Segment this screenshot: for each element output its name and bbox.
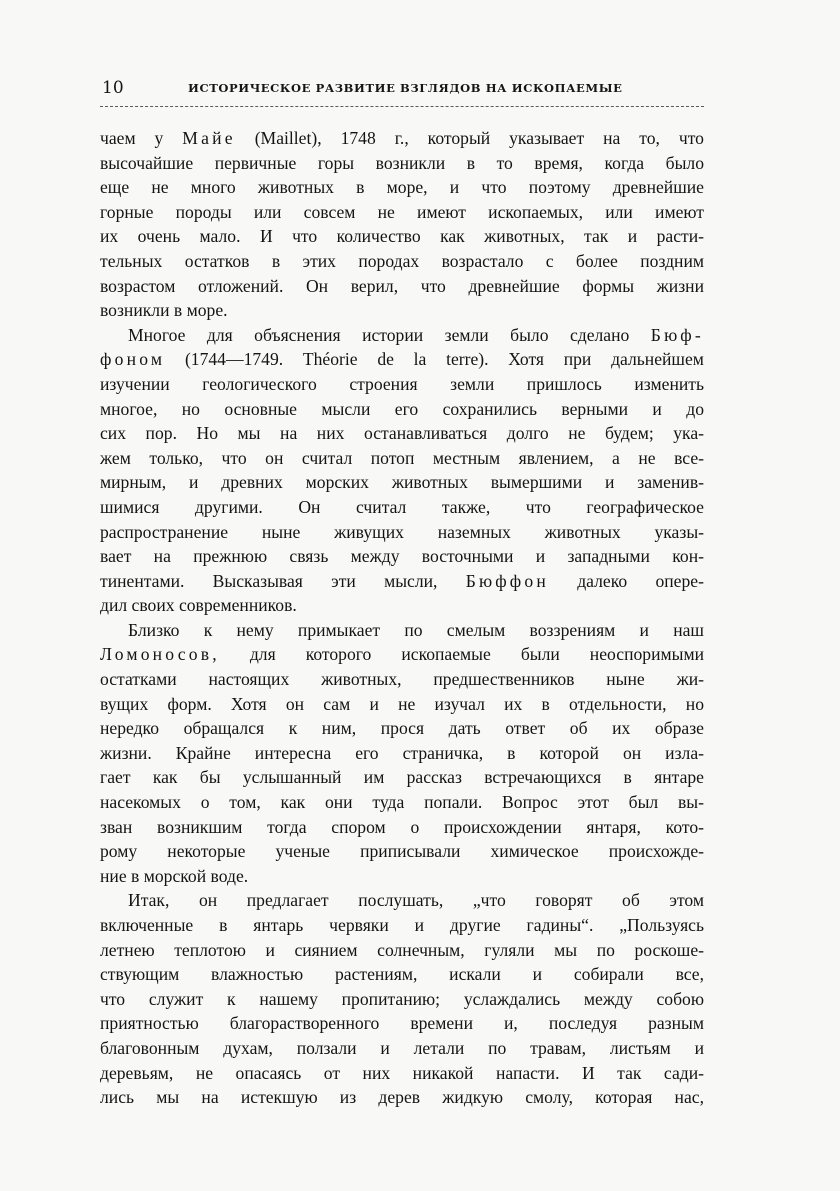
text-line: благовонным духам, ползали и летали по травам, листьям и	[100, 1037, 704, 1058]
header-rule	[100, 106, 704, 107]
text-line: деревьям, не опасаясь от них никакой напасти. И так сади-	[100, 1062, 704, 1083]
text-line: что служит к нашему пропитанию; услаждались между собою	[100, 988, 704, 1009]
text-line: тинентами. Высказывая эти мысли, Бюффон далеко опере-	[100, 570, 704, 591]
text-line: чаем у Майе (Maillet), 1748 г., который указывает на то, что	[100, 128, 704, 148]
text-line: ние в морской воде.	[100, 865, 249, 886]
text-line: приятностью благорастворенного времени и, последуя разным	[100, 1013, 704, 1034]
text-line: включенные в янтарь червяки и другие гадины“. „Пользуясь	[100, 915, 704, 935]
text-line: жизни. Крайне интересна его страничка, в которой он изла-	[100, 742, 704, 763]
text-line: вущих форм. Хотя он сам и не изучал их в отдельности, но	[100, 693, 704, 714]
text-line: нередко обращался к ним, прося дать ответ об их образе	[100, 718, 704, 739]
text-line: изучении геологического строения земли пришлось изменить	[100, 373, 704, 394]
text-line: рому некоторые ученые приписывали химическое происхожде-	[100, 841, 704, 862]
text-line: горные породы или совсем не имеют ископаемых, или имеют	[100, 201, 704, 222]
text-line: мирным, и древних морских животных вымершими и заменив-	[100, 472, 704, 493]
text-line: ствующим влажностью растениям, искали и собирали все,	[100, 964, 704, 985]
text-line: высочайшие первичные горы возникли в то время, когда было	[100, 152, 704, 173]
text-line: летнею теплотою и сиянием солнечным, гуляли мы по роскоше-	[100, 939, 704, 960]
text-line: жем только, что он считал потоп местным явлением, а не все-	[100, 447, 704, 468]
text-line: возрастом отложений. Он верил, что древнейшие формы жизни	[100, 275, 704, 296]
page-number: 10	[102, 78, 124, 98]
text-line: остатками настоящих животных, предшественников ныне жи-	[100, 669, 704, 690]
text-line: сих пор. Но мы на них останавливаться долго не будем; ука-	[100, 423, 704, 444]
text-line: шимися другими. Он считал также, что географическое	[100, 496, 704, 517]
text-line: Итак, он предлагает послушать, „что говорят об этом	[128, 890, 704, 911]
text-line: Ломоносов, для которого ископаемые были неоспоримыми	[100, 644, 704, 665]
running-head	[100, 78, 704, 102]
text-line: зван возникшим тогда спором о происхождении янтаря, кото-	[100, 816, 704, 837]
text-line: фоном (1744—1749. Théorie de la terre). Хотя при дальнейшем	[100, 349, 704, 370]
body-text	[100, 126, 704, 1110]
text-line: тельных остатков в этих породах возрастало с более поздним	[100, 250, 704, 271]
text-line: возникли в море.	[100, 300, 228, 321]
text-line: многое, но основные мысли его сохранились верными и до	[100, 398, 704, 419]
text-line: распространение ныне живущих наземных животных указы-	[100, 521, 704, 542]
text-line: вает на прежнюю связь между восточными и западными кон-	[100, 546, 704, 567]
text-line: Многое для объяснения истории земли было сделано Бюф-	[128, 324, 704, 345]
text-line: Близко к нему примыкает по смелым воззрениям и наш	[128, 619, 704, 640]
text-line: гает как бы услышанный им рассказ встречающихся в янтаре	[100, 767, 704, 788]
text-line: насекомых о том, как они туда попали. Вопрос этот был вы-	[100, 792, 704, 813]
text-line: их очень мало. И что количество как животных, так и расти-	[100, 226, 704, 247]
text-line: дил своих современников.	[100, 595, 297, 616]
running-title: ИСТОРИЧЕСКОЕ РАЗВИТИЕ ВЗГЛЯДОВ НА ИСКОПАЕМЫЕ	[188, 81, 623, 95]
text-line: лись мы на истекшую из дерев жидкую смолу, которая нас,	[100, 1087, 704, 1108]
text-line: еще не много животных в море, и что поэтому древнейшие	[100, 177, 704, 198]
